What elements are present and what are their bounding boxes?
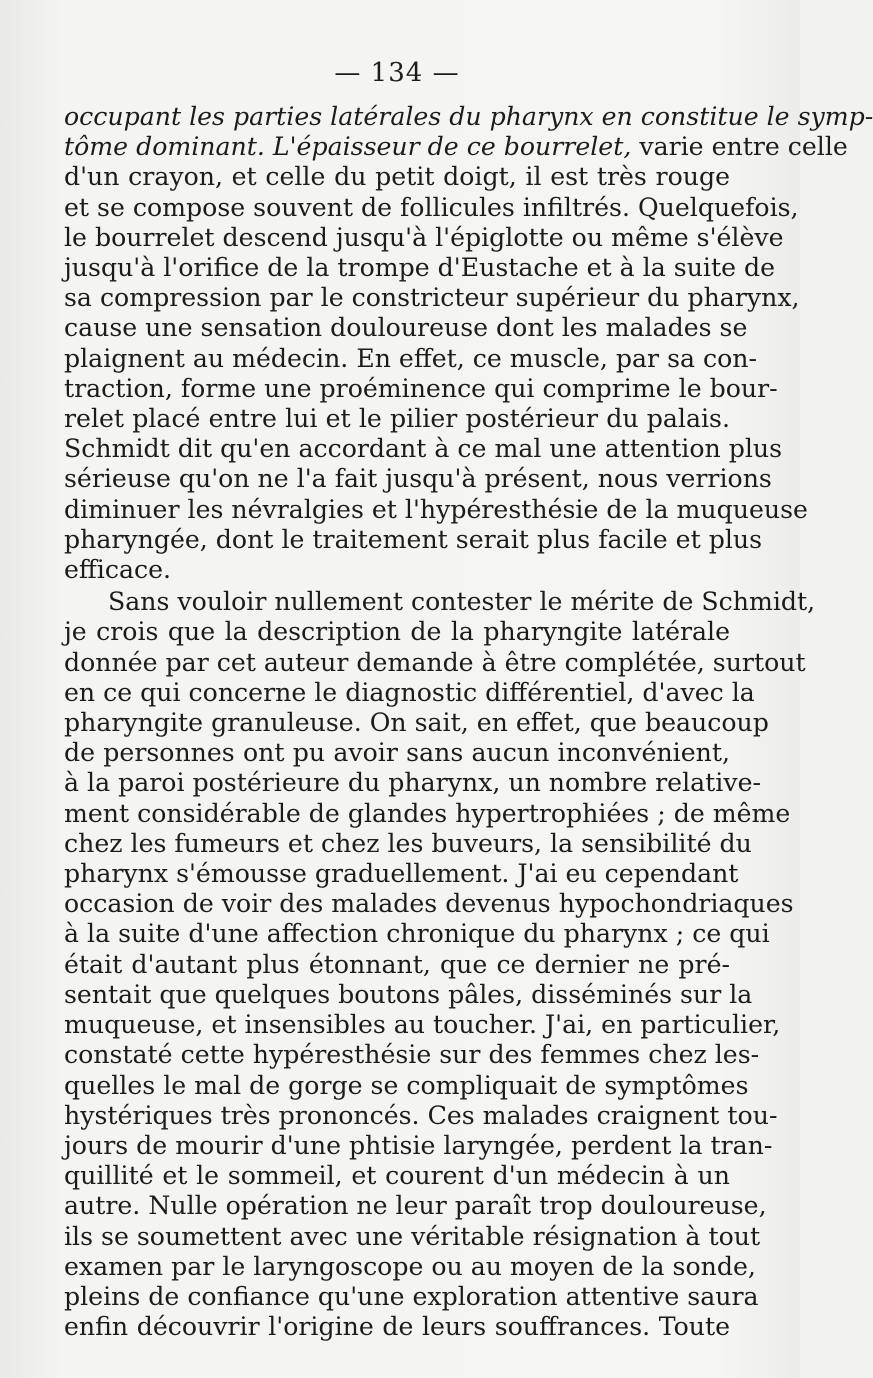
- text-line: [64, 1070, 749, 1101]
- text-line: [64, 738, 730, 768]
- text-line: [64, 464, 772, 494]
- text-line: [64, 889, 794, 919]
- text-line: [64, 313, 748, 343]
- roman-text: je crois que la description de la pharyngite latérale: [64, 617, 730, 647]
- roman-text: donnée par cet auteur demande à être complétée, surtout: [64, 647, 806, 677]
- text-line: [64, 1251, 756, 1282]
- roman-text: pharynx s'émousse graduellement. J'ai eu cependant: [64, 859, 739, 889]
- text-line: [64, 1100, 778, 1131]
- roman-text: quillité et le sommeil, et courent d'un médecin à un: [64, 1161, 730, 1191]
- text-line: [64, 555, 730, 585]
- roman-text: varie entre celle: [631, 132, 848, 162]
- roman-text: sentait que quelques boutons pâles, disséminés sur la: [64, 979, 753, 1009]
- text-line: [64, 494, 808, 525]
- text-line: [64, 1191, 767, 1221]
- text-line: [64, 524, 763, 555]
- text-line: [64, 132, 848, 162]
- page-number: — 134 —: [334, 58, 460, 88]
- text-line: [64, 647, 806, 678]
- italic-text: occupant les parties latérales du pharynx en constitue le symp-: [64, 102, 873, 131]
- text-line: [64, 283, 800, 313]
- text-line: [64, 919, 770, 949]
- roman-text: occasion de voir des malades devenus hypochondriaques: [64, 889, 794, 919]
- roman-text: jusqu'à l'orifice de la trompe d'Eustache et à la suite de: [64, 253, 776, 283]
- roman-text: quelles le mal de gorge se compliquait de symptômes: [64, 1070, 749, 1100]
- roman-text: et se compose souvent de follicules infiltrés. Quelquefois,: [64, 192, 799, 222]
- text-line: [64, 434, 783, 464]
- roman-text: examen par le laryngoscope ou au moyen de la sonde,: [64, 1251, 756, 1281]
- text-line: [64, 828, 752, 859]
- roman-text: chez les fumeurs et chez les buveurs, la sensibilité du: [64, 828, 752, 858]
- text-line: [64, 373, 778, 404]
- roman-text: relet placé entre lui et le pilier postérieur du palais.: [64, 404, 730, 434]
- text-line: [64, 798, 791, 829]
- text-line: [64, 1312, 730, 1342]
- roman-text: le bourrelet descend jusqu'à l'épiglotte ou même s'élève: [64, 222, 784, 252]
- italic-text: tôme dominant. L'épaisseur de ce bourrelet,: [64, 132, 632, 162]
- text-line: [64, 587, 816, 617]
- roman-text: plaignent au médecin. En effet, ce muscle, par sa con-: [64, 343, 758, 373]
- roman-text: enfin découvrir l'origine de leurs souffrances. Toute: [64, 1312, 730, 1342]
- text-line: [64, 404, 730, 434]
- roman-text: d'un crayon, et celle du petit doigt, il est très rouge: [64, 162, 730, 192]
- roman-text: sérieuse qu'on ne l'a fait jusqu'à présent, nous verrions: [64, 464, 772, 494]
- roman-text: cause une sensation douloureuse dont les malades se: [64, 313, 748, 343]
- roman-text: Sans vouloir nullement contester le mérite de Schmidt,: [108, 587, 816, 617]
- text-line: [64, 253, 776, 283]
- text-line: [64, 708, 769, 738]
- text-line: [64, 979, 753, 1010]
- text-line: [64, 343, 758, 374]
- roman-text: diminuer les névralgies et l'hypéresthésie de la muqueuse: [64, 494, 808, 524]
- roman-text: hystériques très prononcés. Ces malades craignent tou-: [64, 1100, 778, 1130]
- body-text: [64, 102, 873, 1342]
- text-line: [64, 1221, 761, 1252]
- roman-text: jours de mourir d'une phtisie laryngée, perdent la tran-: [64, 1130, 773, 1160]
- roman-text: pharyngée, dont le traitement serait plus facile et plus: [64, 524, 763, 554]
- roman-text: efficace.: [64, 555, 171, 585]
- text-line: [64, 192, 799, 223]
- roman-text: ment considérable de glandes hypertrophiées ; de même: [64, 798, 791, 828]
- roman-text: muqueuse, et insensibles au toucher. J'ai, en particulier,: [64, 1010, 781, 1040]
- roman-text: constaté cette hypéresthésie sur des femmes chez les-: [64, 1040, 760, 1070]
- text-line: [64, 768, 761, 798]
- paragraph-1: [64, 102, 873, 585]
- roman-text: à la suite d'une affection chronique du pharynx ; ce qui: [64, 919, 770, 949]
- roman-text: était d'autant plus étonnant, que ce dernier ne pré-: [64, 949, 730, 979]
- roman-text: Schmidt dit qu'en accordant à ce mal une attention plus: [64, 434, 783, 464]
- text-line: [64, 859, 739, 889]
- roman-text: de personnes ont pu avoir sans aucun inconvénient,: [64, 738, 730, 768]
- text-line: [64, 950, 730, 980]
- text-line: [64, 1010, 781, 1040]
- text-line: [64, 1040, 760, 1070]
- roman-text: pharyngite granuleuse. On sait, en effet, que beaucoup: [64, 708, 769, 738]
- text-line: [64, 1281, 759, 1312]
- roman-text: autre. Nulle opération ne leur paraît trop douloureuse,: [64, 1191, 767, 1221]
- text-line: [64, 102, 873, 132]
- roman-text: ils se soumettent avec une véritable résignation à tout: [64, 1221, 761, 1251]
- text-line: [64, 677, 755, 708]
- text-line: [64, 1130, 773, 1161]
- paragraph-2: [64, 587, 816, 1342]
- roman-text: pleins de confiance qu'une exploration attentive saura: [64, 1281, 759, 1311]
- text-line: [64, 1161, 730, 1191]
- roman-text: traction, forme une proéminence qui comprime le bour-: [64, 373, 778, 403]
- text-line: [64, 222, 784, 253]
- text-line: [64, 617, 730, 647]
- roman-text: sa compression par le constricteur supérieur du pharynx,: [64, 283, 800, 313]
- text-line: [64, 162, 730, 192]
- roman-text: à la paroi postérieure du pharynx, un nombre relative-: [64, 768, 761, 798]
- roman-text: en ce qui concerne le diagnostic différentiel, d'avec la: [64, 677, 755, 707]
